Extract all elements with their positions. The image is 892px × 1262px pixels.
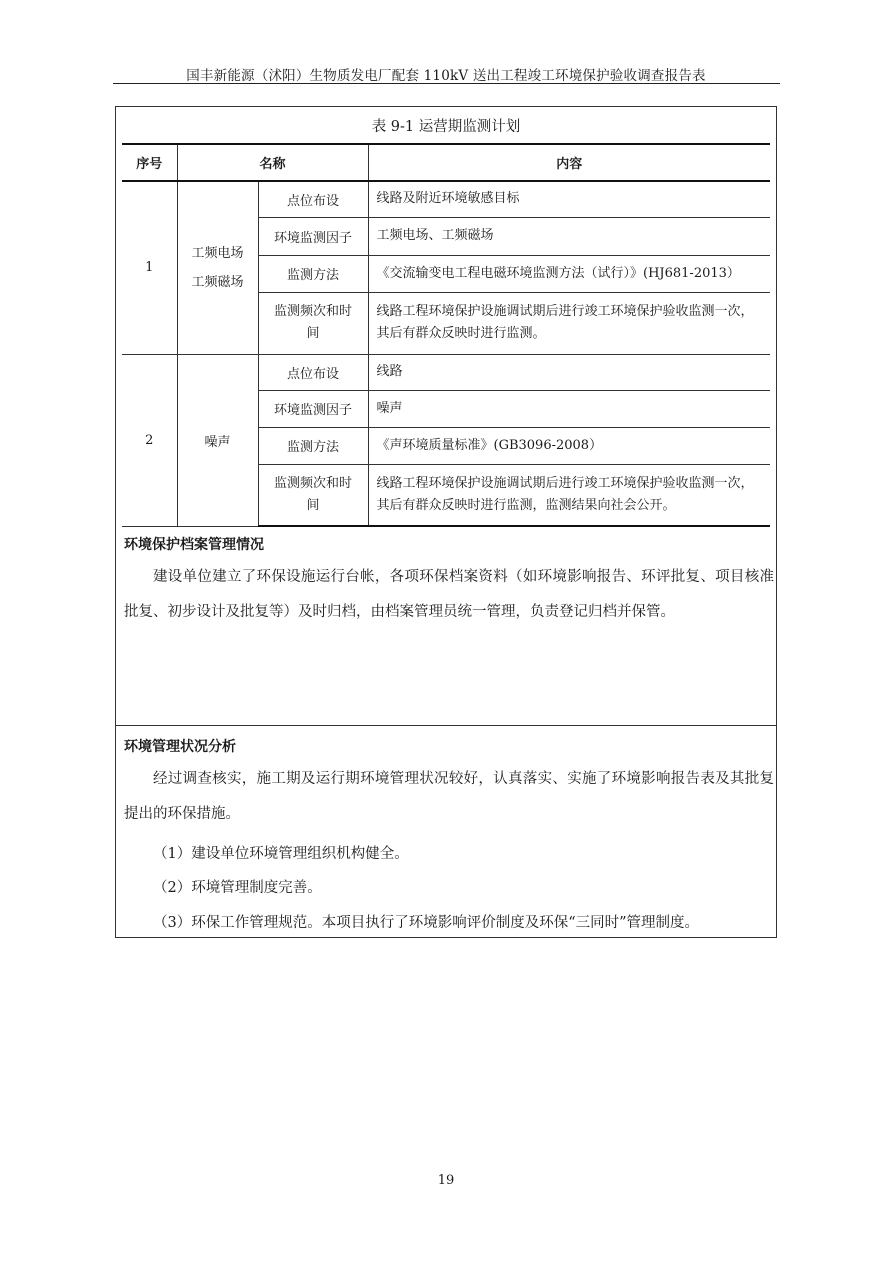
item-label: 点位布设	[258, 354, 368, 390]
group-name-line: 工频电场	[191, 245, 244, 261]
item-content: 线路及附近环境敏感目标	[368, 181, 770, 217]
group-name	[177, 181, 258, 354]
group-number: 1	[122, 181, 177, 354]
item-label-line: 间	[306, 326, 320, 341]
analysis-item: （3）环保工作管理规范。本项目执行了环境影响评价制度及环保“三同时”管理制度。	[153, 915, 700, 931]
page-number: 19	[437, 1173, 455, 1188]
item-content: 线路工程环境保护设施调试期后进行竣工环境保护验收监测一次，其后有群众反映时进行监测。	[368, 292, 770, 354]
header-rule	[113, 83, 780, 84]
group-name-line: 噪声	[204, 434, 231, 450]
col-header-content: 内容	[368, 144, 770, 181]
item-label-line: 监测频次和时	[273, 475, 352, 491]
item-content: 线路	[368, 354, 770, 390]
item-content: 《交流输变电工程电磁环境监测方法（试行）》(HJ681-2013）	[368, 255, 770, 292]
archive-paragraph: 建设单位建立了环保设施运行台帐，各项环保档案资料（如环境影响报告、环评批复、项目核准批复、初步设计及批复等）及时归档，由档案管理员统一管理，负责登记归档并保管。	[124, 569, 774, 620]
group-name	[177, 354, 258, 526]
item-label: 点位布设	[258, 181, 368, 217]
item-label: 环境监测因子	[258, 217, 368, 255]
analysis-item: （1）建设单位环境管理组织机构健全。	[153, 846, 409, 862]
col-header-no: 序号	[122, 144, 177, 181]
item-label-line: 监测频次和时	[273, 304, 352, 319]
col-header-name: 名称	[177, 144, 368, 181]
item-label	[258, 292, 368, 354]
group-number: 2	[122, 354, 177, 526]
item-label	[258, 464, 368, 526]
table-caption: 表 9-1 运营期监测计划	[371, 119, 521, 135]
table-row	[122, 181, 770, 217]
item-label: 监测方法	[258, 255, 368, 292]
group-name-line: 工频磁场	[191, 274, 244, 290]
analysis-section-title: 环境管理状况分析	[124, 739, 236, 755]
item-content: 《声环境质量标准》(GB3096-2008）	[368, 427, 770, 464]
monitoring-plan-table	[122, 143, 770, 527]
archive-section-title: 环境保护档案管理情况	[124, 537, 264, 553]
table-row	[122, 354, 770, 390]
item-content: 噪声	[368, 390, 770, 427]
analysis-item: （2）环境管理制度完善。	[153, 880, 322, 896]
item-content: 工频电场、工频磁场	[368, 217, 770, 255]
item-label: 监测方法	[258, 427, 368, 464]
item-content: 线路工程环境保护设施调试期后进行竣工环境保护验收监测一次，其后有群众反映时进行监测，监测结果向社会公开。	[368, 464, 770, 526]
section-divider	[115, 725, 777, 726]
table-header-row	[122, 144, 770, 181]
page-header-title: 国丰新能源（沭阳）生物质发电厂配套 110kV 送出工程竣工环境保护验收调查报告表	[186, 68, 706, 84]
item-label-line: 间	[306, 497, 320, 513]
analysis-intro-paragraph: 经过调查核实，施工期及运行期环境管理状况较好，认真落实、实施了环境影响报告表及其批复提出的环保措施。	[124, 771, 774, 822]
item-label: 环境监测因子	[258, 390, 368, 427]
